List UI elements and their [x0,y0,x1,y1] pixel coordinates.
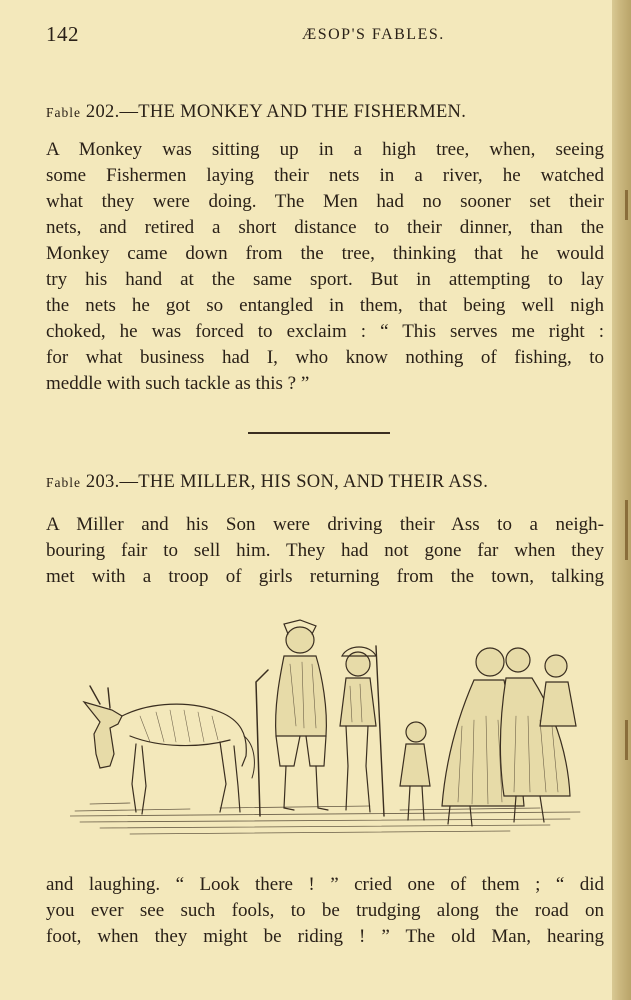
page-header [46,22,606,48]
book-spine-edge [612,0,631,1000]
fable-label: Fable [46,105,81,120]
engraving-illustration [70,616,588,848]
text-line: the nets he got so entangled in them, that being well nigh [46,295,604,316]
page-number: 142 [46,22,79,46]
text-line: you ever see such fools, to be trudging along the road on [46,900,604,921]
text-line: A Miller and his Son were driving their Ass to a neigh- [46,514,604,535]
text-line: nets, and retired a short distance to their dinner, than the [46,217,604,238]
miller-figure [256,620,328,816]
text-line: and laughing. “ Look there ! ” cried one of them ; “ did [46,874,604,895]
text-line: some Fishermen laying their nets in a river, he watched [46,165,604,186]
fable-label: Fable [46,475,81,490]
fable-202-title [46,102,606,123]
spine-mark [625,190,628,220]
fable-202-heading: 202.—THE MONKEY AND THE FISHERMEN. [81,102,467,122]
text-line: A Monkey was sitting up in a high tree, when, seeing [46,139,604,160]
spine-mark [625,720,628,760]
text-line: meddle with such tackle as this ? ” [46,373,310,394]
text-line: try his hand at the same sport. But in attempting to lay [46,269,604,290]
text-line: Monkey came down from the tree, thinking that he would [46,243,604,264]
text-line: choked, he was forced to exclaim : “ This serves me right : [46,321,604,342]
text-line: foot, when they might be riding ! ” The old Man, hearing [46,926,604,947]
running-title: ÆSOP'S FABLES. [302,26,445,43]
text-line: met with a troop of girls returning from the town, talking [46,566,604,587]
fable-203-title [46,472,606,493]
fable-203-heading: 203.—THE MILLER, HIS SON, AND THEIR ASS. [81,472,489,492]
text-line: what they were doing. The Men had no sooner set their [46,191,604,212]
son-figure [340,646,384,816]
text-line: bouring fair to sell him. They had not gone far when they [46,540,604,561]
donkey-figure [84,686,254,814]
section-divider [248,432,390,434]
ground-hatching [70,803,580,834]
spine-mark [625,500,628,560]
text-line: for what business had I, who know nothing of fishing, to [46,347,604,368]
girls-group-figure [400,648,576,826]
